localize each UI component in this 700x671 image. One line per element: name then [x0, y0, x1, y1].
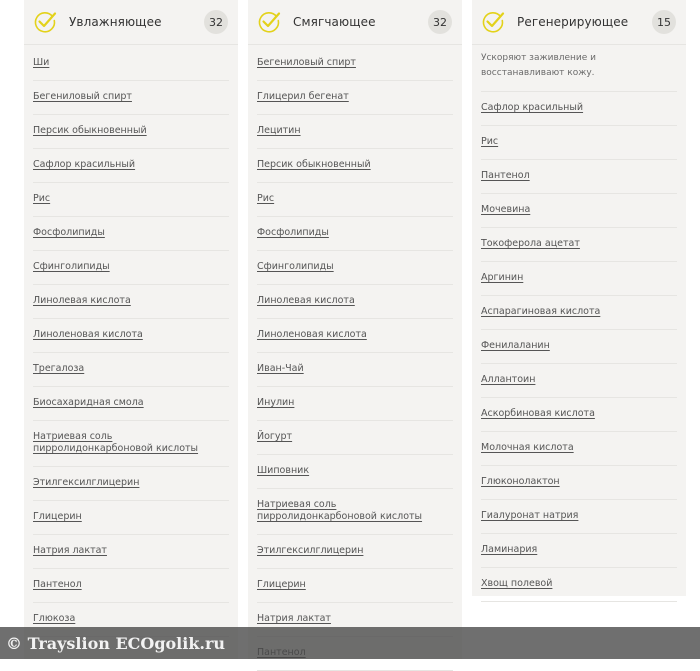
ingredient-link[interactable]: Линолевая кислота: [33, 295, 131, 306]
ingredient-item: [33, 47, 229, 81]
ingredient-item: [33, 501, 229, 535]
ingredient-link[interactable]: Сфинголипиды: [33, 261, 110, 272]
ingredient-item: [257, 183, 453, 217]
count-badge: 32: [428, 10, 452, 34]
ingredient-link[interactable]: Пантенол: [481, 170, 530, 181]
ingredient-item: [33, 183, 229, 217]
ingredient-link[interactable]: Рис: [33, 193, 51, 204]
check-circle-icon: [33, 10, 57, 34]
ingredient-link[interactable]: Мочевина: [481, 204, 531, 215]
ingredient-item: [33, 115, 229, 149]
ingredient-link[interactable]: Иван-Чай: [257, 363, 304, 374]
ingredient-link[interactable]: Этилгексилглицерин: [33, 477, 140, 488]
ingredient-link[interactable]: Глицерин: [33, 511, 82, 522]
ingredient-item: [257, 149, 453, 183]
ingredient-item: [481, 568, 677, 602]
column-title: Увлажняющее: [69, 15, 162, 29]
ingredient-item: [481, 262, 677, 296]
ingredient-link[interactable]: Ши: [33, 57, 50, 68]
ingredient-item: [33, 353, 229, 387]
ingredient-item: [257, 489, 453, 535]
ingredient-link[interactable]: Аллантоин: [481, 374, 536, 385]
ingredient-link[interactable]: Натрия лактат: [257, 613, 331, 624]
column-title: Смягчающее: [293, 15, 376, 29]
column-title: Регенерирующее: [517, 15, 629, 29]
ingredient-item: [33, 81, 229, 115]
ingredient-list: [248, 47, 462, 671]
ingredient-item: [481, 398, 677, 432]
ingredient-link[interactable]: Персик обыкновенный: [33, 125, 147, 136]
ingredient-item: [481, 534, 677, 568]
ingredient-item: [33, 319, 229, 353]
ingredient-link[interactable]: Аргинин: [481, 272, 524, 283]
ingredient-link[interactable]: Сфинголипиды: [257, 261, 334, 272]
ingredient-item: [481, 364, 677, 398]
ingredient-link[interactable]: Линоленовая кислота: [33, 329, 143, 340]
ingredient-item: [33, 387, 229, 421]
ingredient-item: [481, 126, 677, 160]
ingredient-link[interactable]: Глюкоза: [33, 613, 76, 624]
ingredient-item: [33, 251, 229, 285]
ingredient-link[interactable]: Трегалоза: [33, 363, 85, 374]
ingredient-link[interactable]: Биосахаридная смола: [33, 397, 144, 408]
ingredient-item: [257, 387, 453, 421]
ingredient-link[interactable]: Персик обыкновенный: [257, 159, 371, 170]
check-circle-icon: [481, 10, 505, 34]
ingredient-item: [33, 569, 229, 603]
ingredient-link[interactable]: Пантенол: [33, 579, 82, 590]
ingredient-item: [33, 149, 229, 183]
ingredient-link[interactable]: Фенилаланин: [481, 340, 550, 351]
ingredient-item: [257, 115, 453, 149]
ingredient-link[interactable]: Натриевая соль пирролидонкарбоновой кислоты: [33, 431, 199, 454]
ingredient-item: [257, 81, 453, 115]
ingredient-item: [481, 194, 677, 228]
watermark-text: © Trayslion ECOgolik.ru: [6, 633, 226, 653]
ingredient-item: [481, 330, 677, 364]
ingredient-item: [257, 535, 453, 569]
ingredient-item: [257, 569, 453, 603]
ingredient-link[interactable]: Ламинария: [481, 544, 538, 555]
ingredient-link[interactable]: Молочная кислота: [481, 442, 574, 453]
ingredient-link[interactable]: Натриевая соль пирролидонкарбоновой кислоты: [257, 499, 423, 522]
ingredient-item: [257, 353, 453, 387]
count-badge: 32: [204, 10, 228, 34]
count-badge: 15: [652, 10, 676, 34]
ingredient-link[interactable]: Бегениловый спирт: [33, 91, 132, 102]
ingredient-link[interactable]: Хвощ полевой: [481, 578, 553, 589]
ingredient-item: [33, 421, 229, 467]
ingredient-link[interactable]: Глюконолактон: [481, 476, 560, 487]
ingredient-link[interactable]: Натрия лактат: [33, 545, 107, 556]
ingredient-link[interactable]: Лецитин: [257, 125, 301, 136]
ingredient-item: [481, 92, 677, 126]
ingredient-link[interactable]: Фосфолипиды: [257, 227, 329, 238]
column-moisturizing: [24, 0, 238, 659]
ingredient-link[interactable]: Шиповник: [257, 465, 310, 476]
ingredient-item: [257, 421, 453, 455]
column-header: [248, 0, 462, 45]
ingredient-list: [472, 92, 686, 602]
ingredient-link[interactable]: Сафлор красильный: [33, 159, 136, 170]
ingredient-item: [257, 285, 453, 319]
ingredient-link[interactable]: Рис: [257, 193, 275, 204]
ingredient-link[interactable]: Бегениловый спирт: [257, 57, 356, 68]
ingredient-link[interactable]: Глицерил бегенат: [257, 91, 349, 102]
watermark-banner: [0, 627, 700, 659]
ingredient-item: [257, 319, 453, 353]
column-regenerating: [472, 0, 686, 596]
ingredient-link[interactable]: Глицерин: [257, 579, 306, 590]
column-header: [472, 0, 686, 45]
ingredient-link[interactable]: Гиалуронат натрия: [481, 510, 579, 521]
ingredient-item: [481, 160, 677, 194]
ingredient-link[interactable]: Аспарагиновая кислота: [481, 306, 601, 317]
ingredient-link[interactable]: Токоферола ацетат: [481, 238, 580, 249]
ingredient-item: [481, 500, 677, 534]
ingredient-list: [24, 47, 238, 637]
ingredient-item: [481, 432, 677, 466]
ingredient-link[interactable]: Фосфолипиды: [33, 227, 105, 238]
ingredient-item: [33, 285, 229, 319]
ingredient-item: [481, 296, 677, 330]
ingredient-item: [33, 467, 229, 501]
ingredient-link[interactable]: Йогурт: [257, 431, 293, 442]
ingredient-link[interactable]: Рис: [481, 136, 499, 147]
ingredient-link[interactable]: Инулин: [257, 397, 295, 408]
ingredient-link[interactable]: Аскорбиновая кислота: [481, 408, 595, 419]
ingredient-link[interactable]: Сафлор красильный: [481, 102, 584, 113]
ingredient-item: [257, 251, 453, 285]
ingredient-item: [481, 228, 677, 262]
ingredient-link[interactable]: Этилгексилглицерин: [257, 545, 364, 556]
ingredient-link[interactable]: Линоленовая кислота: [257, 329, 367, 340]
ingredient-item: [257, 455, 453, 489]
ingredient-link[interactable]: Линолевая кислота: [257, 295, 355, 306]
ingredient-item: [257, 217, 453, 251]
column-softening: [248, 0, 462, 659]
ingredient-item: [481, 466, 677, 500]
ingredient-item: [33, 217, 229, 251]
column-description: Ускоряют заживление и восстанавливают кожу.: [481, 51, 677, 92]
check-circle-icon: [257, 10, 281, 34]
ingredient-item: [257, 47, 453, 81]
ingredient-item: [33, 535, 229, 569]
column-header: [24, 0, 238, 45]
